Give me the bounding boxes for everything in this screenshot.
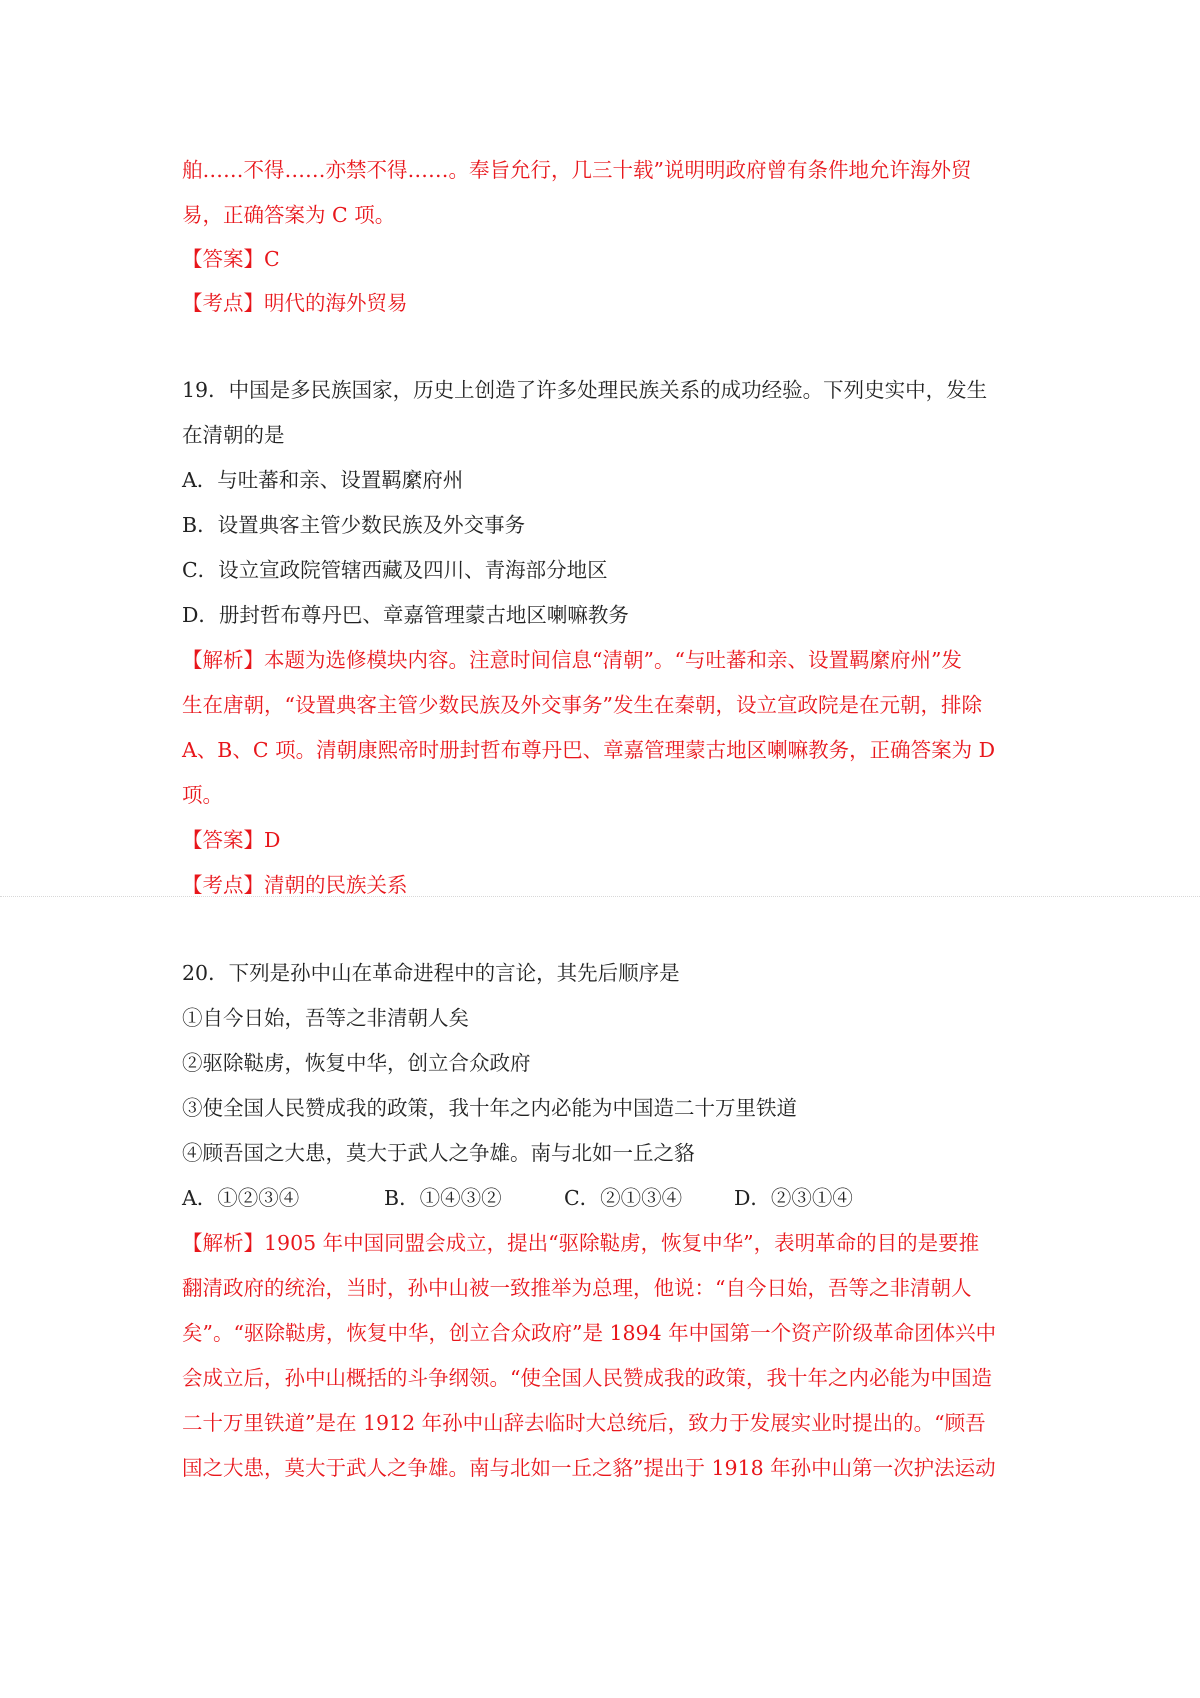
q20-analysis-line-6: 国之大患，莫大于武人之争雄。南与北如一丘之貉”提出于 1918 年孙中山第一次护法运动	[182, 1456, 996, 1480]
q19-topic	[182, 870, 1022, 900]
q18-analysis-line-2: 易，正确答案为 C 项。	[182, 203, 396, 227]
topic-tag: 【考点】	[182, 873, 264, 897]
q20-option-d: D．②③①④	[734, 1186, 853, 1210]
q19-answer	[182, 825, 1022, 855]
q18-answer	[182, 244, 1022, 274]
q19-option-a: A．与吐蕃和亲、设置羁縻府州	[182, 468, 464, 492]
q19-option-c: C．设立宣政院管辖西藏及四川、青海部分地区	[182, 558, 608, 582]
q20-analysis-line-5: 二十万里铁道”是在 1912 年孙中山辞去临时大总统后，致力于发展实业时提出的。“顾吾	[182, 1411, 986, 1435]
q19-stem-line-1: 19．中国是多民族国家，历史上创造了许多处理民族关系的成功经验。下列史实中，发生	[182, 378, 988, 402]
q20-option-a: A．①②③④	[182, 1186, 300, 1210]
q20-statement-3: ③使全国人民赞成我的政策，我十年之内必能为中国造二十万里铁道	[182, 1096, 797, 1120]
q20-statement-4: ④顾吾国之大患，莫大于武人之争雄。南与北如一丘之貉	[182, 1141, 695, 1165]
q20-analysis-line-2: 翻清政府的统治，当时，孙中山被一致推举为总理，他说：“自今日始，吾等之非清朝人	[182, 1276, 972, 1300]
q19-option-b: B．设置典客主管少数民族及外交事务	[182, 513, 526, 537]
q19-analysis-line-3: A、B、C 项。清朝康熙帝时册封哲布尊丹巴、章嘉管理蒙古地区喇嘛教务，正确答案为 D	[182, 738, 996, 762]
q19-stem-line-2: 在清朝的是	[182, 423, 285, 447]
answer-tag: 【答案】	[182, 247, 264, 271]
topic-value: 明代的海外贸易	[264, 291, 408, 315]
answer-value: D	[264, 828, 281, 852]
answer-value: C	[264, 247, 280, 271]
q20-option-c: C．②①③④	[564, 1186, 683, 1210]
q19-analysis-line-2: 生在唐朝，“设置典客主管少数民族及外交事务”发生在秦朝，设立宣政院是在元朝，排除	[182, 693, 982, 717]
q20-statement-2: ②驱除鞑虏，恢复中华，创立合众政府	[182, 1051, 531, 1075]
q20-stem: 20．下列是孙中山在革命进程中的言论，其先后顺序是	[182, 961, 680, 985]
analysis-text: 本题为选修模块内容。注意时间信息“清朝”。“与吐蕃和亲、设置羁縻府州”发	[264, 648, 962, 672]
analysis-text: 1905 年中国同盟会成立，提出“驱除鞑虏，恢复中华”，表明革命的目的是要推	[264, 1231, 980, 1255]
q20-analysis-line-3: 矣”。“驱除鞑虏，恢复中华，创立合众政府”是 1894 年中国第一个资产阶级革命团体兴中	[182, 1321, 997, 1345]
q19-option-d: D．册封哲布尊丹巴、章嘉管理蒙古地区喇嘛教务	[182, 603, 629, 627]
q19-analysis-line-4: 项。	[182, 783, 223, 807]
answer-tag: 【答案】	[182, 828, 264, 852]
topic-value: 清朝的民族关系	[264, 873, 408, 897]
q18-topic	[182, 288, 1022, 318]
analysis-tag: 【解析】	[182, 648, 264, 672]
q19-analysis-line-1	[182, 645, 1022, 675]
topic-tag: 【考点】	[182, 291, 264, 315]
analysis-tag: 【解析】	[182, 1231, 264, 1255]
q20-analysis-line-1	[182, 1228, 1022, 1258]
q20-analysis-line-4: 会成立后，孙中山概括的斗争纲领。“使全国人民赞成我的政策，我十年之内必能为中国造	[182, 1366, 992, 1390]
q20-statement-1: ①自今日始，吾等之非清朝人矣	[182, 1006, 469, 1030]
q18-analysis-line-1: 舶……不得……亦禁不得……。奉旨允行，几三十载”说明明政府曾有条件地允许海外贸	[182, 158, 972, 182]
q20-option-b: B．①④③②	[384, 1186, 502, 1210]
